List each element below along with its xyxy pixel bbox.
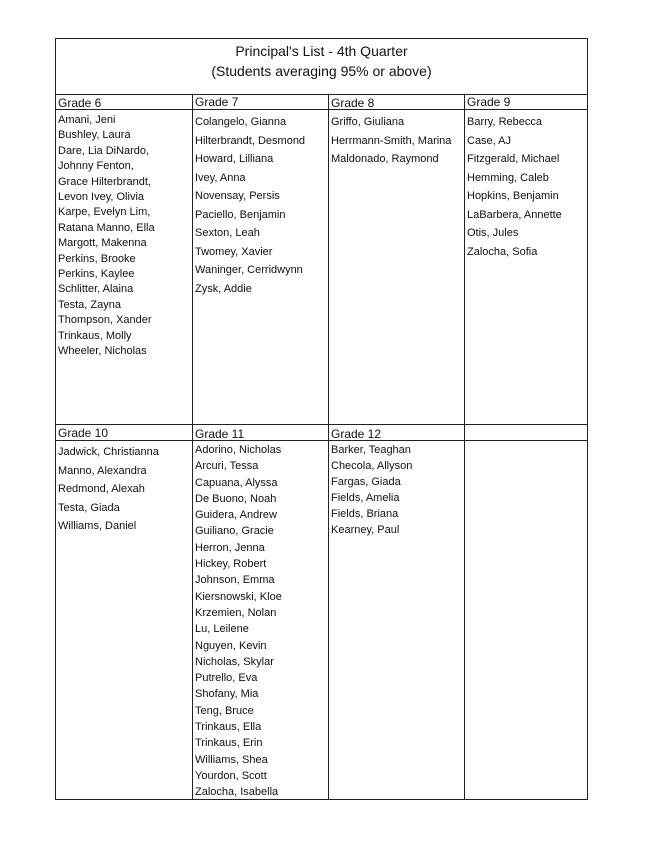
student-name: Case, AJ [467, 134, 512, 147]
student-name: Waninger, Cerridwynn [195, 264, 303, 276]
student-name: Zalocha, Sofia [467, 245, 538, 258]
student-name: Barry, Rebecca [467, 116, 542, 128]
student-name: Jadwick, Christianna [58, 446, 159, 458]
student-name: Paciello, Benjamin [195, 208, 286, 221]
student-name: Nicholas, Skylar [195, 655, 274, 668]
grade-6-list [58, 113, 155, 360]
grade-9-header: Grade 9 [467, 95, 511, 109]
header-row-divider [56, 109, 587, 110]
student-name: Perkins, Brooke [58, 252, 136, 265]
student-name: Yourdon, Scott [195, 769, 267, 782]
student-name: Redmond, Alexah [58, 483, 145, 495]
student-name: Sexton, Leah [195, 227, 260, 239]
student-name: Grace Hilterbrandt, [58, 175, 151, 188]
student-name: Novensay, Persis [195, 190, 280, 202]
student-name: Checola, Allyson [331, 460, 413, 472]
student-name: LaBarbera, Annette [467, 208, 562, 221]
grade-8-header: Grade 8 [331, 96, 375, 110]
grade-7-header: Grade 7 [195, 95, 239, 109]
student-name: De Buono, Noah [195, 492, 277, 505]
student-name: Trinkaus, Erin [195, 737, 263, 750]
student-name: Wheeler, Nicholas [58, 345, 147, 358]
student-name: Dare, Lia DiNardo, [58, 144, 150, 157]
grade-12-header: Grade 12 [331, 427, 382, 441]
student-name: Johnson, Emma [195, 574, 275, 587]
student-name: Arcuri, Tessa [195, 460, 259, 473]
grade-11-list [195, 442, 282, 801]
student-name: Howard, Lilliana [195, 153, 274, 165]
student-name: Hemming, Caleb [467, 171, 549, 184]
student-name: Fargas, Giada [331, 476, 401, 488]
student-name: Ratana Manno, Ella [58, 221, 155, 234]
student-name: Testa, Giada [58, 501, 120, 514]
student-name: Zysk, Addie [195, 282, 252, 295]
section-divider [56, 424, 587, 425]
student-name: Thompson, Xander [58, 314, 152, 327]
student-name: Fitzgerald, Michael [467, 153, 560, 165]
grade-9-list [467, 113, 562, 261]
student-name: Zalocha, Isabella [195, 786, 279, 799]
grade-10-header: Grade 10 [58, 426, 109, 440]
student-name: Griffo, Giuliana [331, 116, 405, 128]
grade-11-header: Grade 11 [195, 427, 245, 441]
student-name: Fields, Amelia [331, 492, 400, 504]
student-name: Otis, Jules [467, 227, 519, 239]
header-row-divider [56, 440, 587, 441]
student-name: Manno, Alexandra [58, 464, 147, 477]
student-name: Capuana, Alyssa [195, 476, 278, 489]
student-name: Ivey, Anna [195, 171, 246, 184]
document-title: Principal's List - 4th Quarter [235, 43, 408, 59]
column-divider [192, 94, 193, 800]
column-divider [464, 94, 465, 800]
student-name: Fields, Briana [331, 508, 399, 520]
student-name: Williams, Shea [195, 753, 268, 766]
grade-12-list [331, 442, 412, 538]
student-name: Karpe, Evelyn Lim, [58, 206, 151, 219]
student-name: Schlitter, Alaina [58, 283, 134, 296]
student-name: Putrello, Eva [195, 672, 258, 685]
student-name: Lu, Leilene [195, 623, 249, 636]
column-divider [328, 94, 329, 800]
student-name: Perkins, Kaylee [58, 268, 135, 281]
student-name: Barker, Teaghan [331, 444, 411, 456]
student-name: Nguyen, Kevin [195, 639, 267, 652]
student-name: Maldonado, Raymond [331, 153, 439, 165]
grade-6-header: Grade 6 [58, 96, 102, 110]
student-name: Bushley, Laura [58, 129, 131, 142]
principals-list-sheet [55, 38, 588, 800]
student-name: Herron, Jenna [195, 541, 265, 554]
student-name: Williams, Daniel [58, 520, 137, 532]
grade-7-list [195, 113, 305, 298]
student-name: Adorino, Nicholas [195, 444, 282, 456]
student-name: Colangelo, Gianna [195, 116, 287, 128]
student-name: Margott, Makenna [58, 237, 147, 250]
student-name: Hopkins, Benjamin [467, 190, 559, 202]
student-name: Testa, Zayna [58, 298, 121, 311]
grade-8-list [331, 113, 451, 169]
student-name: Hilterbrandt, Desmond [195, 134, 306, 147]
student-name: Hickey, Robert [195, 558, 267, 571]
student-name: Herrmann-Smith, Marina [331, 134, 452, 147]
student-name: Kearney, Paul [331, 524, 400, 536]
title-box [56, 39, 587, 95]
grade-10-list [58, 443, 159, 536]
student-name: Teng, Bruce [195, 704, 254, 717]
document-subtitle: (Students averaging 95% or above) [211, 63, 432, 79]
student-name: Trinkaus, Ella [195, 721, 262, 734]
student-name: Levon Ivey, Olivia [58, 191, 145, 204]
student-name: Johnny Fenton, [58, 160, 134, 173]
student-name: Trinkaus, Molly [58, 329, 132, 342]
student-name: Krzemien, Nolan [195, 606, 277, 619]
student-name: Amani, Jeni [58, 114, 116, 126]
student-name: Shofany, Mia [195, 688, 259, 701]
student-name: Guidera, Andrew [195, 509, 277, 522]
student-name: Guiliano, Gracie [195, 525, 274, 538]
student-name: Twomey, Xavier [195, 245, 273, 258]
student-name: Kiersnowski, Kloe [195, 590, 282, 603]
